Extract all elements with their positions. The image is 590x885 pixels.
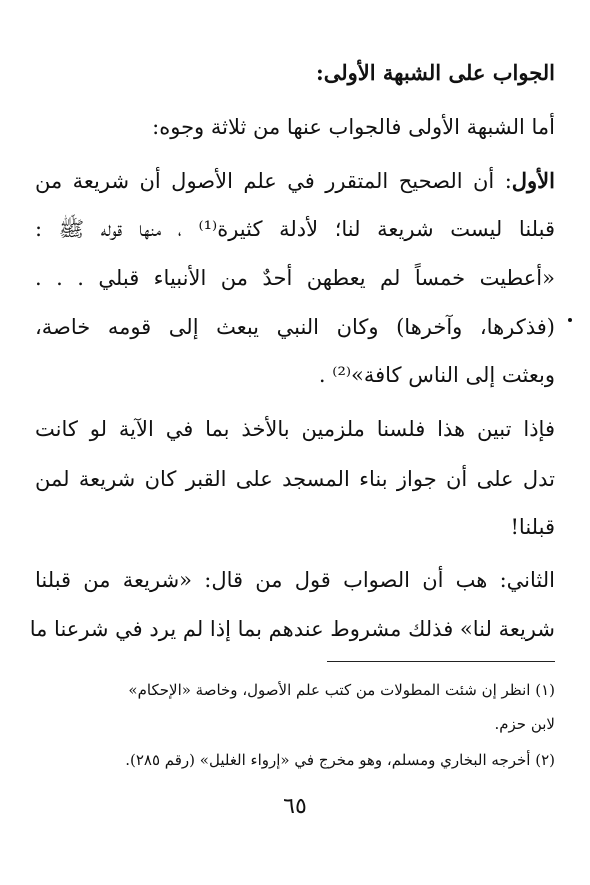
third-paragraph-line-1: الثاني: هب أن الصواب قول من قال: «شريعة من قبلنا [35,568,555,592]
section-heading: الجواب على الشبهة الأولى: [315,60,555,85]
first-point-line-2: قبلنا ليست شريعة لنا؛ لأدلة كثيرة⁽¹⁾ ، منها قوله ﷺ : [35,217,555,241]
first-point-line-5: وبعثت إلى الناس كافة»⁽²⁾ . [318,363,555,387]
intro-line: أما الشبهة الأولى فالجواب عنها من ثلاثة وجوه: [152,115,555,139]
second-paragraph-line-2: تدل على أن جواز بناء المسجد على القبر كان شريعة لمن [35,467,555,491]
second-paragraph-line-1: فإذا تبين هذا فلسنا ملزمين بالأخذ بما في الآية لو كانت [35,417,555,441]
first-point-line-3: «أعطيت خمساً لم يعطهن أحدٌ من الأنبياء قبلي . . . [35,266,555,290]
footnote-1-line-1: (١) انظر إن شئت المطولات من كتب علم الأصول، وخاصة «الإحكام» [128,681,555,699]
first-point-label: الأول [511,168,555,193]
margin-dot [568,318,572,322]
first-point-line-4: (فذكرها، وآخرها) وكان النبي يبعث إلى قومه خاصة، [35,315,555,339]
page-number: ٦٥ [283,794,307,819]
footnote-divider [327,661,555,662]
footnote-1-line-2: لابن حزم. [494,715,555,733]
first-point-line-1 [35,166,555,196]
second-paragraph-line-3: قبلنا! [510,515,555,539]
first-point-text: : أن الصحيح المتقرر في علم الأصول أن شريعة من [35,169,512,193]
third-paragraph-line-2: شريعة لنا» فذلك مشروط عندهم بما إذا لم يرد في شرعنا ما [29,617,555,641]
footnote-2: (٢) أخرجه البخاري ومسلم، وهو مخرج في «إرواء الغليل» (رقم ٢٨٥). [125,751,555,769]
